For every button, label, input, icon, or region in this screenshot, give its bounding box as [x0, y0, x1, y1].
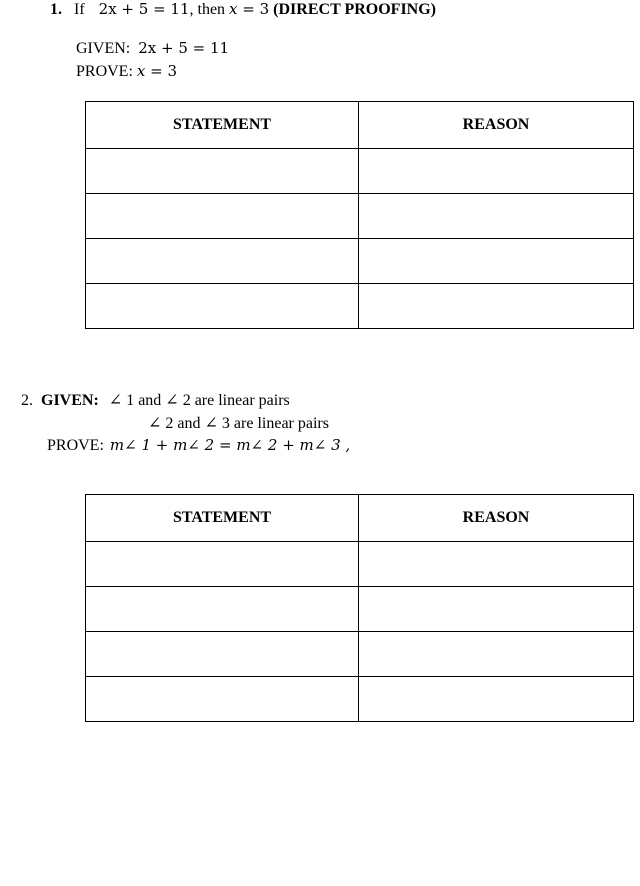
- statement-cell[interactable]: [86, 677, 359, 722]
- statement-cell[interactable]: [86, 284, 359, 329]
- proof-table-2-header: [86, 495, 634, 542]
- statement-cell[interactable]: [86, 239, 359, 284]
- problem-1-condition: 2x + 5 = 11: [98, 0, 190, 18]
- statement-cell[interactable]: [86, 632, 359, 677]
- problem-1-heading: [50, 0, 436, 19]
- statement-cell[interactable]: [86, 194, 359, 239]
- problem-1-conclusion-rest: = 3: [237, 0, 270, 18]
- statement-header: STATEMENT: [86, 495, 359, 542]
- reason-cell[interactable]: [359, 194, 634, 239]
- problem-2-given-line-1: ∠ 1 and ∠ 2 are linear pairs: [108, 392, 290, 409]
- statement-cell[interactable]: [86, 587, 359, 632]
- table-row: [86, 239, 634, 284]
- problem-1-then: , then: [189, 1, 226, 18]
- table-row: [86, 284, 634, 329]
- statement-cell[interactable]: [86, 149, 359, 194]
- problem-2-prove-label: PROVE:: [47, 437, 104, 454]
- problem-2-given-label: GIVEN:: [41, 392, 99, 409]
- statement-cell[interactable]: [86, 542, 359, 587]
- problem-1-given-label: GIVEN:: [76, 40, 131, 57]
- problem-1-prove-var: x: [136, 62, 146, 80]
- reason-cell[interactable]: [359, 149, 634, 194]
- problem-1-given: [76, 39, 229, 58]
- problem-1-method: (DIRECT PROOFING): [273, 1, 436, 18]
- problem-1-if: If: [74, 1, 85, 18]
- proof-table-2: [85, 494, 634, 722]
- problem-1-prove-label: PROVE:: [76, 63, 133, 80]
- problem-1-prove: [76, 62, 177, 81]
- reason-cell[interactable]: [359, 587, 634, 632]
- proof-table-1: [85, 101, 634, 329]
- problem-2-given-line-2: ∠ 2 and ∠ 3 are linear pairs: [148, 415, 329, 432]
- problem-2-given: [21, 390, 290, 410]
- proof-table-1-header: [86, 102, 634, 149]
- problem-2-number: 2.: [21, 392, 33, 409]
- problem-2-prove-expr: m∠ 1 + m∠ 2 = m∠ 2 + m∠ 3 ,: [109, 436, 351, 454]
- statement-header: STATEMENT: [86, 102, 359, 149]
- problem-1-prove-rest: = 3: [145, 62, 178, 80]
- problem-2-prove: [47, 436, 350, 455]
- table-row: [86, 194, 634, 239]
- reason-header: REASON: [359, 495, 634, 542]
- reason-cell[interactable]: [359, 542, 634, 587]
- reason-cell[interactable]: [359, 632, 634, 677]
- reason-cell[interactable]: [359, 284, 634, 329]
- table-row: [86, 587, 634, 632]
- table-row: [86, 677, 634, 722]
- reason-cell[interactable]: [359, 239, 634, 284]
- problem-1-number: 1.: [50, 1, 62, 18]
- reason-cell[interactable]: [359, 677, 634, 722]
- table-row: [86, 632, 634, 677]
- table-row: [86, 542, 634, 587]
- problem-1-conclusion-var: x: [229, 0, 238, 18]
- problem-1-given-expr: 2x + 5 = 11: [138, 39, 230, 57]
- reason-header: REASON: [359, 102, 634, 149]
- table-row: [86, 149, 634, 194]
